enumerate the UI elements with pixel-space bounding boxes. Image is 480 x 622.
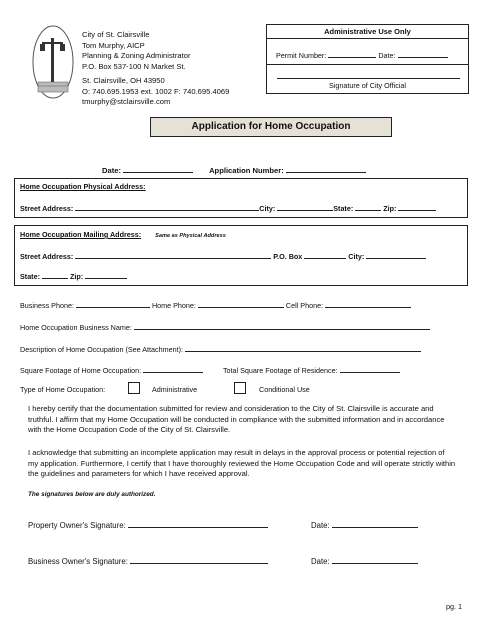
total-sqft-label: Total Square Footage of Residence: (222, 366, 338, 375)
admin-date-label: Date: (378, 51, 396, 60)
form-title-text: Application for Home Occupation (191, 121, 351, 132)
mailing-state-label: State: (20, 272, 40, 281)
home-phone-field[interactable] (198, 299, 284, 308)
business-name-field[interactable] (134, 321, 430, 330)
physical-zip-field[interactable] (398, 202, 436, 211)
mailing-pobox-label: P.O. Box (273, 252, 303, 261)
physical-city-field[interactable] (277, 202, 333, 211)
business-owner-date-label: Date: (311, 557, 330, 566)
date-label: Date: (102, 166, 121, 175)
same-as-physical-note: Same as Physical Address (155, 233, 226, 239)
total-sqft-field[interactable] (340, 364, 400, 373)
home-occupation-sqft-label: Square Footage of Home Occupation: (20, 366, 142, 375)
cell-phone-label: Cell Phone: (285, 301, 324, 310)
property-owner-signature-field[interactable] (128, 519, 268, 528)
contact-city-state: St. Clairsville, OH 43950 (82, 76, 165, 85)
permit-number-label: Permit Number: (276, 51, 327, 60)
property-owner-date-label: Date: (311, 521, 330, 530)
acknowledgment-paragraph: I acknowledge that submitting an incomplete application may result in delays in the approval process or potential rejection of my application. Furthermore, I certify that I have thoroughly reviewed the Home Occupation Code and will operate strictly within the guidelines and parameters for which I have received approval. (28, 448, 456, 479)
contact-phone: O: 740.695.1953 ext. 1002 F: 740.695.4069 (82, 86, 230, 96)
admin-title: Administrative Use Only (267, 25, 468, 39)
official-signature-label: Signature of City Official (329, 81, 406, 90)
business-phone-label: Business Phone: (20, 301, 74, 310)
administrative-checkbox[interactable] (128, 382, 140, 394)
contact-address: P.O. Box 537-100 N Market St. (82, 61, 186, 71)
administrative-option-label: Administrative (152, 385, 198, 394)
physical-state-field[interactable] (355, 202, 381, 211)
physical-street-label: Street Address: (20, 204, 74, 213)
application-number-field[interactable] (286, 164, 366, 173)
city-name: City of St. Clairsville (82, 30, 150, 39)
cell-phone-field[interactable] (325, 299, 411, 308)
conditional-use-checkbox[interactable] (234, 382, 246, 394)
mailing-pobox-field[interactable] (304, 250, 346, 259)
conditional-use-option-label: Conditional Use (259, 385, 310, 394)
contact-email[interactable]: tmurphy@stclairsville.com (82, 97, 171, 106)
mailing-address-heading: Home Occupation Mailing Address: (20, 230, 142, 239)
business-owner-signature-label: Business Owner's Signature: (28, 557, 128, 566)
contact-name: Tom Murphy, AICP (82, 40, 145, 50)
official-signature-field[interactable] (277, 70, 460, 79)
business-name-label: Home Occupation Business Name: (20, 323, 132, 332)
physical-street-field[interactable] (75, 202, 259, 211)
city-logo (32, 24, 74, 100)
physical-city-label: City: (259, 204, 276, 213)
home-phone-label: Home Phone: (151, 301, 196, 310)
home-occupation-sqft-field[interactable] (143, 364, 203, 373)
application-number-label: Application Number: (209, 166, 284, 175)
description-field[interactable] (185, 343, 421, 352)
business-phone-field[interactable] (76, 299, 150, 308)
physical-address-heading: Home Occupation Physical Address: (20, 182, 146, 191)
mailing-address-box (14, 225, 468, 286)
page-number: pg. 1 (446, 602, 462, 611)
mailing-city-label: City: (348, 252, 365, 261)
mailing-zip-field[interactable] (85, 270, 127, 279)
business-owner-date-field[interactable] (332, 555, 418, 564)
mailing-state-field[interactable] (42, 270, 68, 279)
property-owner-date-field[interactable] (332, 519, 418, 528)
mailing-zip-label: Zip: (69, 272, 84, 281)
mailing-city-field[interactable] (366, 250, 426, 259)
certification-paragraph: I hereby certify that the documentation submitted for review and consideration to the City of St. Clairsville is accurate and truthful. I affirm that my Home Occupation will be conducted in compliance with the submitted information and in accordance with the Home Occupation Code of the City of St. Clairsville. (28, 404, 445, 435)
mailing-street-field[interactable] (75, 250, 271, 259)
mailing-street-label: Street Address: (20, 252, 74, 261)
admin-box (266, 24, 469, 94)
form-title (150, 117, 392, 137)
signatures-note: The signatures below are duly authorized. (28, 491, 156, 498)
physical-state-label: State: (333, 204, 354, 213)
admin-date-field[interactable] (398, 49, 448, 58)
physical-address-box (14, 178, 468, 218)
contact-title: Planning & Zoning Administrator (82, 51, 191, 60)
contact-block (82, 30, 229, 108)
date-field[interactable] (123, 164, 193, 173)
description-label: Description of Home Occupation (See Attachment): (20, 345, 183, 354)
physical-zip-label: Zip: (383, 204, 397, 213)
type-label: Type of Home Occupation: (20, 385, 106, 394)
property-owner-signature-label: Property Owner's Signature: (28, 521, 126, 530)
permit-number-field[interactable] (328, 49, 376, 58)
business-owner-signature-field[interactable] (130, 555, 268, 564)
